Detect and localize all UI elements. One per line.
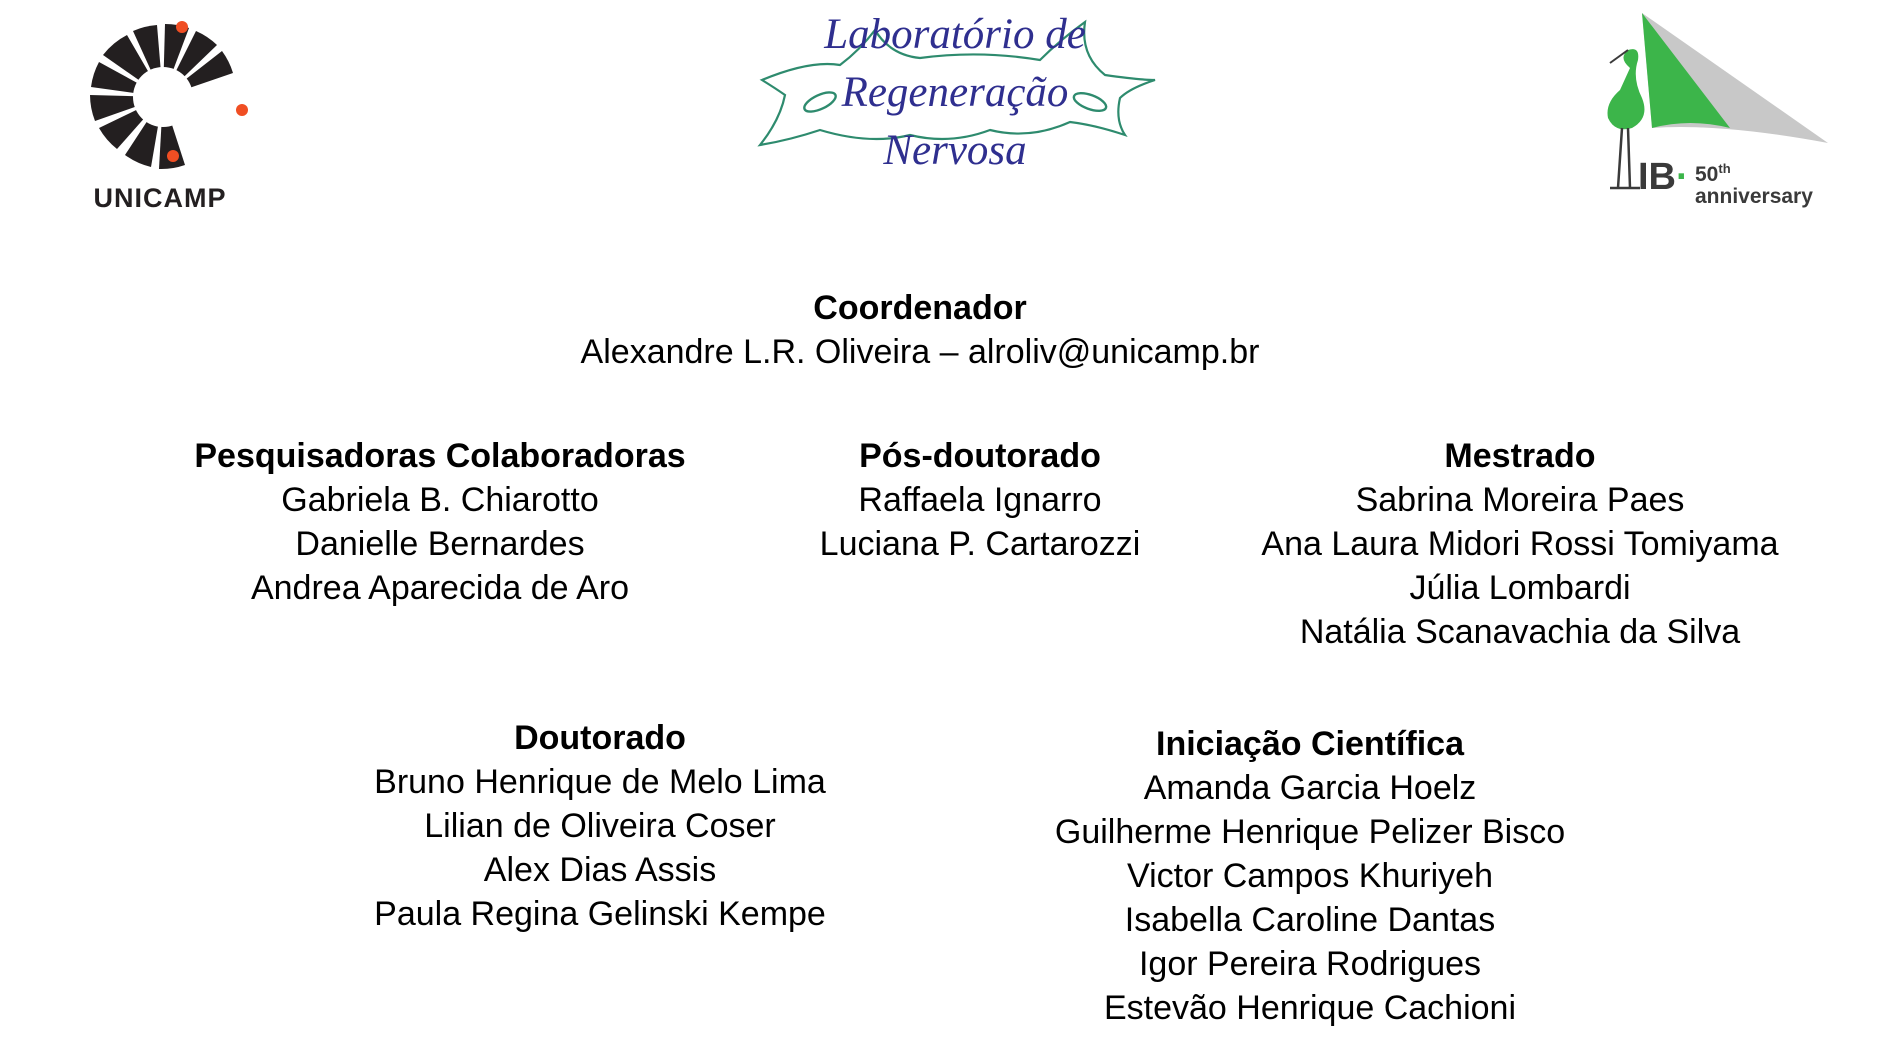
list-item: Sabrina Moreira Paes xyxy=(1355,481,1685,519)
unicamp-logo xyxy=(75,15,255,215)
coordenador-heading: Coordenador xyxy=(813,289,1027,327)
pos-doutorado-heading: Pós-doutorado xyxy=(859,437,1101,475)
ib-mark: IB· xyxy=(1638,156,1689,198)
list-item: Júlia Lombardi xyxy=(1409,569,1631,607)
lab-logo-line3: Nervosa xyxy=(883,127,1027,174)
coordenador-name: Alexandre L.R. Oliveira – alroliv@unicamp.br xyxy=(580,333,1260,371)
list-item: Victor Campos Khuriyeh xyxy=(1127,857,1493,895)
mestrado-heading: Mestrado xyxy=(1444,437,1596,475)
lab-logo xyxy=(750,10,1160,185)
lab-logo-line1: Laboratório de xyxy=(824,11,1086,58)
list-item: Paula Regina Gelinski Kempe xyxy=(374,895,826,933)
list-item: Gabriela B. Chiarotto xyxy=(281,481,599,519)
list-item: Andrea Aparecida de Aro xyxy=(250,569,630,607)
iniciacao-section xyxy=(1000,722,1620,1030)
pesquisadoras-heading: Pesquisadoras Colaboradoras xyxy=(194,437,686,475)
list-item: Isabella Caroline Dantas xyxy=(1124,901,1496,939)
iniciacao-heading: Iniciação Científica xyxy=(1156,725,1464,763)
ib-anniversary-text: 50th anniversary xyxy=(1695,161,1813,208)
ib-anniversary-logo xyxy=(1570,8,1830,208)
list-item: Amanda Garcia Hoelz xyxy=(1143,769,1477,807)
list-item: Ana Laura Midori Rossi Tomiyama xyxy=(1261,525,1779,563)
list-item: Bruno Henrique de Melo Lima xyxy=(374,763,826,801)
unicamp-wordmark: UNICAMP xyxy=(93,183,227,213)
doutorado-section xyxy=(320,716,880,936)
list-item: Luciana P. Cartarozzi xyxy=(819,525,1141,563)
list-item: Igor Pereira Rodrigues xyxy=(1138,945,1482,983)
list-item: Danielle Bernardes xyxy=(295,525,585,563)
list-item: Natália Scanavachia da Silva xyxy=(1299,613,1741,651)
list-item: Raffaela Ignarro xyxy=(858,481,1102,519)
list-item: Guilherme Henrique Pelizer Bisco xyxy=(1054,813,1566,851)
list-item: Alex Dias Assis xyxy=(483,851,717,889)
pos-doutorado-section xyxy=(780,434,1180,566)
mestrado-section xyxy=(1220,434,1820,654)
unicamp-emblem-icon xyxy=(75,15,255,180)
pesquisadoras-section xyxy=(140,434,740,610)
doutorado-heading: Doutorado xyxy=(514,719,686,757)
list-item: Lilian de Oliveira Coser xyxy=(424,807,776,845)
list-item: Estevão Henrique Cachioni xyxy=(1103,989,1517,1027)
coordenador-section xyxy=(0,286,1840,374)
lab-logo-line2: Regeneração xyxy=(841,69,1069,116)
